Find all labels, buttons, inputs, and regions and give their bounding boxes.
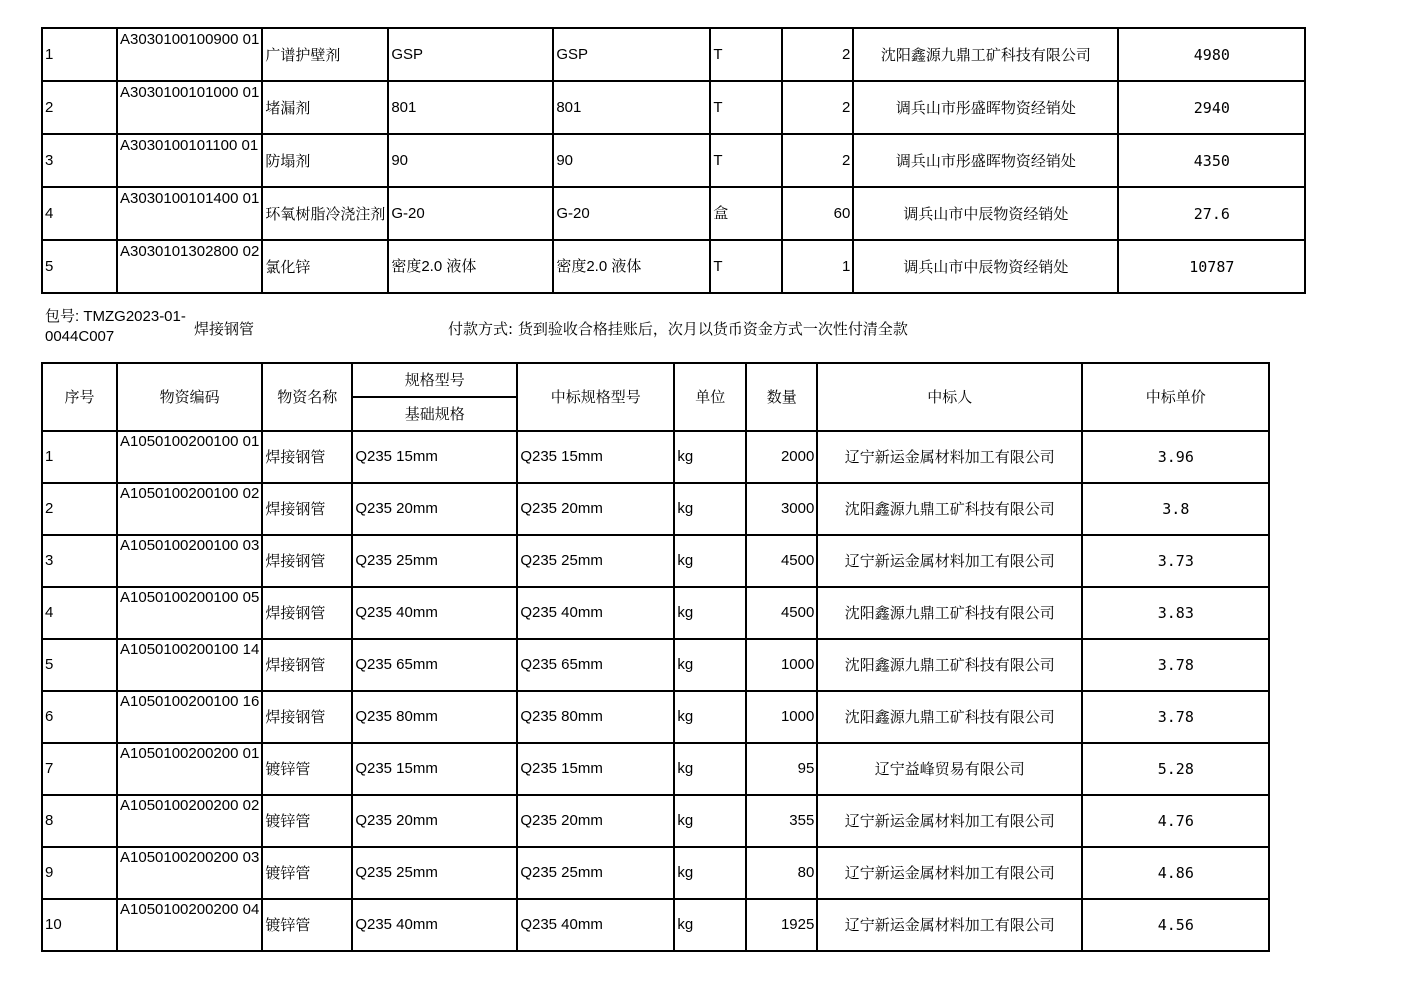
table-row	[42, 639, 1269, 691]
cell-winner: 辽宁益峰贸易有限公司	[817, 743, 1082, 795]
cell-price: 3.78	[1082, 639, 1269, 691]
cell-bid-spec: G-20	[553, 187, 710, 240]
cell-name: 堵漏剂	[262, 81, 388, 134]
cell-price: 3.8	[1082, 483, 1269, 535]
cell-code	[117, 639, 262, 691]
cell-winner: 沈阳鑫源九鼎工矿科技有限公司	[817, 639, 1082, 691]
cell-price: 4980	[1118, 28, 1305, 81]
material-code: A1050100200200 02	[120, 797, 260, 814]
cell-qty: 1000	[746, 691, 817, 743]
cell-unit: T	[710, 28, 782, 81]
cell-bid-spec: Q235 40mm	[517, 587, 674, 639]
table-row	[42, 899, 1269, 951]
cell-qty: 3000	[746, 483, 817, 535]
cell-winner: 调兵山市中辰物资经销处	[853, 240, 1118, 293]
award-table-2	[41, 362, 1270, 952]
header-unit: 单位	[674, 363, 746, 431]
cell-seq: 4	[42, 187, 117, 240]
table-row	[42, 28, 1305, 81]
cell-spec: Q235 15mm	[352, 431, 517, 483]
cell-qty: 95	[746, 743, 817, 795]
cell-seq: 1	[42, 28, 117, 81]
cell-code	[117, 587, 262, 639]
cell-bid-spec: Q235 65mm	[517, 639, 674, 691]
header-row	[42, 363, 1269, 397]
cell-winner: 辽宁新运金属材料加工有限公司	[817, 847, 1082, 899]
cell-spec: Q235 40mm	[352, 899, 517, 951]
cell-bid-spec: Q235 80mm	[517, 691, 674, 743]
header-code: 物资编码	[117, 363, 262, 431]
cell-price: 3.96	[1082, 431, 1269, 483]
cell-seq: 6	[42, 691, 117, 743]
table-row	[42, 587, 1269, 639]
cell-spec: G-20	[388, 187, 553, 240]
cell-bid-spec: GSP	[553, 28, 710, 81]
table-row	[42, 535, 1269, 587]
cell-seq: 10	[42, 899, 117, 951]
table-row	[42, 134, 1305, 187]
cell-name: 防塌剂	[262, 134, 388, 187]
material-code: A1050100200200 03	[120, 849, 260, 866]
cell-seq: 3	[42, 535, 117, 587]
header-price: 中标单价	[1082, 363, 1269, 431]
cell-qty: 1000	[746, 639, 817, 691]
cell-unit: T	[710, 240, 782, 293]
table-row	[42, 187, 1305, 240]
cell-unit: T	[710, 81, 782, 134]
cell-code	[117, 743, 262, 795]
cell-code	[117, 28, 262, 81]
cell-bid-spec: 密度2.0 液体	[553, 240, 710, 293]
cell-bid-spec: Q235 20mm	[517, 795, 674, 847]
cell-qty: 4500	[746, 535, 817, 587]
material-code: A1050100200200 01	[120, 745, 260, 762]
cell-seq: 2	[42, 483, 117, 535]
cell-unit: kg	[674, 535, 746, 587]
material-code: A1050100200100 02	[120, 485, 260, 502]
cell-name: 镀锌管	[262, 743, 352, 795]
cell-spec: 801	[388, 81, 553, 134]
cell-qty: 355	[746, 795, 817, 847]
cell-code	[117, 483, 262, 535]
cell-unit: kg	[674, 691, 746, 743]
cell-name: 焊接钢管	[262, 431, 352, 483]
cell-winner: 沈阳鑫源九鼎工矿科技有限公司	[817, 587, 1082, 639]
material-code: A1050100200100 01	[120, 433, 260, 450]
cell-unit: kg	[674, 587, 746, 639]
cell-bid-spec: Q235 15mm	[517, 431, 674, 483]
cell-unit: kg	[674, 639, 746, 691]
cell-seq: 3	[42, 134, 117, 187]
cell-spec: Q235 25mm	[352, 535, 517, 587]
cell-bid-spec: Q235 40mm	[517, 899, 674, 951]
cell-price: 4.86	[1082, 847, 1269, 899]
cell-unit: T	[710, 134, 782, 187]
cell-unit: kg	[674, 899, 746, 951]
package-number: 包号: TMZG2023-01-0044C007	[45, 308, 186, 345]
cell-qty: 2	[782, 81, 853, 134]
cell-bid-spec: 801	[553, 81, 710, 134]
header-spec: 规格型号	[352, 363, 517, 397]
material-code: A3030100101400 01	[120, 189, 260, 207]
cell-bid-spec: Q235 20mm	[517, 483, 674, 535]
cell-code	[117, 847, 262, 899]
cell-name: 焊接钢管	[262, 535, 352, 587]
cell-bid-spec: 90	[553, 134, 710, 187]
cell-bid-spec: Q235 15mm	[517, 743, 674, 795]
cell-name: 镀锌管	[262, 899, 352, 951]
cell-winner: 沈阳鑫源九鼎工矿科技有限公司	[853, 28, 1118, 81]
table-row	[42, 240, 1305, 293]
cell-unit: kg	[674, 431, 746, 483]
cell-seq: 4	[42, 587, 117, 639]
cell-qty: 60	[782, 187, 853, 240]
cell-code	[117, 240, 262, 293]
cell-spec: 90	[388, 134, 553, 187]
cell-code	[117, 431, 262, 483]
cell-seq: 2	[42, 81, 117, 134]
cell-name: 焊接钢管	[262, 691, 352, 743]
cell-spec: Q235 65mm	[352, 639, 517, 691]
material-code: A1050100200100 16	[120, 693, 260, 710]
cell-spec: Q235 40mm	[352, 587, 517, 639]
cell-bid-spec: Q235 25mm	[517, 535, 674, 587]
cell-spec: Q235 15mm	[352, 743, 517, 795]
table-row	[42, 743, 1269, 795]
package-name: 焊接钢管	[194, 320, 255, 338]
cell-seq: 1	[42, 431, 117, 483]
table-row	[42, 431, 1269, 483]
material-code: A3030100101100 01	[120, 136, 259, 154]
table-row	[42, 795, 1269, 847]
cell-seq: 8	[42, 795, 117, 847]
cell-winner: 辽宁新运金属材料加工有限公司	[817, 899, 1082, 951]
material-code: A3030100100900 01	[120, 30, 260, 48]
cell-code	[117, 81, 262, 134]
cell-qty: 2	[782, 28, 853, 81]
header-bid-spec: 中标规格型号	[517, 363, 674, 431]
cell-name: 氯化锌	[262, 240, 388, 293]
cell-price: 3.73	[1082, 535, 1269, 587]
cell-qty: 1925	[746, 899, 817, 951]
cell-unit: kg	[674, 483, 746, 535]
cell-code	[117, 134, 262, 187]
material-code: A1050100200100 05	[120, 589, 260, 606]
header-name: 物资名称	[262, 363, 352, 431]
cell-code	[117, 535, 262, 587]
cell-price: 2940	[1118, 81, 1305, 134]
table-row	[42, 483, 1269, 535]
cell-winner: 调兵山市中辰物资经销处	[853, 187, 1118, 240]
cell-price: 4.76	[1082, 795, 1269, 847]
cell-seq: 7	[42, 743, 117, 795]
cell-qty: 4500	[746, 587, 817, 639]
award-table-1	[41, 27, 1306, 294]
header-winner: 中标人	[817, 363, 1082, 431]
header-qty: 数量	[746, 363, 817, 431]
cell-unit: 盒	[710, 187, 782, 240]
material-code: A1050100200100 03	[120, 537, 260, 554]
table-row	[42, 81, 1305, 134]
cell-unit: kg	[674, 795, 746, 847]
cell-bid-spec: Q235 25mm	[517, 847, 674, 899]
cell-price: 10787	[1118, 240, 1305, 293]
cell-price: 3.83	[1082, 587, 1269, 639]
cell-spec: GSP	[388, 28, 553, 81]
cell-winner: 沈阳鑫源九鼎工矿科技有限公司	[817, 691, 1082, 743]
cell-spec: Q235 80mm	[352, 691, 517, 743]
cell-winner: 调兵山市彤盛晖物资经销处	[853, 81, 1118, 134]
cell-name: 焊接钢管	[262, 587, 352, 639]
header-seq: 序号	[42, 363, 117, 431]
header-base-spec: 基础规格	[352, 397, 517, 431]
cell-unit: kg	[674, 847, 746, 899]
table-row	[42, 691, 1269, 743]
cell-name: 镀锌管	[262, 795, 352, 847]
cell-qty: 2	[782, 134, 853, 187]
cell-code	[117, 899, 262, 951]
cell-winner: 辽宁新运金属材料加工有限公司	[817, 795, 1082, 847]
table-row	[42, 847, 1269, 899]
material-code: A3030100101000 01	[120, 83, 260, 101]
cell-price: 5.28	[1082, 743, 1269, 795]
cell-qty: 1	[782, 240, 853, 293]
cell-seq: 5	[42, 639, 117, 691]
cell-winner: 辽宁新运金属材料加工有限公司	[817, 431, 1082, 483]
cell-winner: 调兵山市彤盛晖物资经销处	[853, 134, 1118, 187]
cell-spec: Q235 20mm	[352, 483, 517, 535]
cell-name: 焊接钢管	[262, 483, 352, 535]
cell-code	[117, 795, 262, 847]
cell-qty: 2000	[746, 431, 817, 483]
cell-price: 4350	[1118, 134, 1305, 187]
cell-spec: Q235 20mm	[352, 795, 517, 847]
cell-name: 焊接钢管	[262, 639, 352, 691]
cell-seq: 9	[42, 847, 117, 899]
cell-code	[117, 187, 262, 240]
cell-spec: 密度2.0 液体	[388, 240, 553, 293]
cell-name: 广谱护壁剂	[262, 28, 388, 81]
material-code: A3030101302800 02	[120, 242, 260, 260]
cell-winner: 沈阳鑫源九鼎工矿科技有限公司	[817, 483, 1082, 535]
cell-price: 4.56	[1082, 899, 1269, 951]
cell-price: 3.78	[1082, 691, 1269, 743]
cell-qty: 80	[746, 847, 817, 899]
payment-terms: 付款方式: 货到验收合格挂账后，次月以货币资金方式一次性付清全款	[448, 320, 908, 338]
cell-spec: Q235 25mm	[352, 847, 517, 899]
cell-name: 镀锌管	[262, 847, 352, 899]
cell-seq: 5	[42, 240, 117, 293]
cell-winner: 辽宁新运金属材料加工有限公司	[817, 535, 1082, 587]
material-code: A1050100200200 04	[120, 901, 260, 918]
cell-code	[117, 691, 262, 743]
cell-name: 环氧树脂冷浇注剂	[262, 187, 388, 240]
material-code: A1050100200100 14	[120, 641, 260, 658]
cell-price: 27.6	[1118, 187, 1305, 240]
cell-unit: kg	[674, 743, 746, 795]
